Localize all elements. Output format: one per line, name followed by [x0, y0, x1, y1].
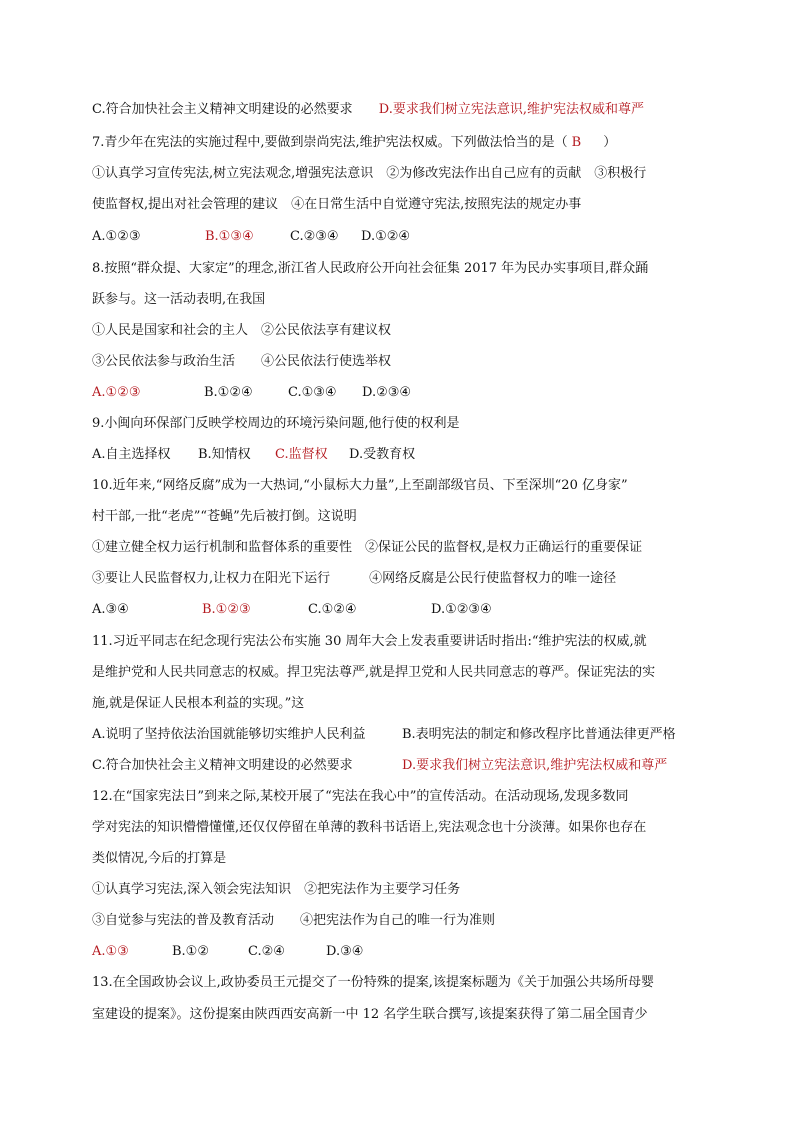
q12-stem-2: 学对宪法的知识懵懵懂懂,还仅仅停留在单薄的教科书话语上,宪法观念也十分淡薄。如果你也存在	[92, 820, 647, 835]
q11-stem-1: 11.习近平同志在纪念现行宪法公布实施 30 周年大会上发表重要讲话时指出:“维护宪法的权威,就	[92, 634, 647, 649]
q7-statement-1: ①认真学习宣传宪法,树立宪法观念,增强宪法意识 ②为修改宪法作出自己应有的贡献 ③积极行	[92, 166, 647, 181]
q8-stem-2: 跃参与。这一活动表明,在我国	[92, 292, 266, 307]
q12-stem-3: 类似情况,今后的打算是	[92, 851, 227, 866]
option-c-answer: C.监督权	[275, 447, 328, 462]
q8-statement-2: ③公民依法参与政治生活 ④公民依法行使选举权	[92, 354, 392, 369]
option-d-answer: D.要求我们树立宪法意识,维护宪法权威和尊严	[378, 102, 644, 117]
option-d: D.①②③④	[431, 602, 492, 617]
option-b: B.①②	[172, 944, 209, 959]
prev-options-cd	[92, 100, 712, 120]
q11-stem-3: 施,就是保证人民根本利益的实现。”这	[92, 696, 305, 711]
q11-options-cd	[92, 756, 712, 776]
q11-stem-2: 是维护党和人民共同意志的权威。捍卫宪法尊严,就是捍卫党和人民共同意志的尊严。保证宪法的实	[92, 665, 656, 680]
q7-options	[92, 227, 712, 247]
option-c: C.符合加快社会主义精神文明建设的必然要求	[92, 102, 353, 117]
option-b-answer: B.①②③	[202, 602, 251, 617]
q7-statement-2: 使监督权,提出对社会管理的建议 ④在日常生活中自觉遵守宪法,按照宪法的规定办事	[92, 197, 582, 212]
q7-stem: 7.青少年在宪法的实施过程中,要做到崇尚宪法,维护宪法权威。下列做法恰当的是（ B ）	[92, 135, 617, 150]
option-a-answer: A.①③	[92, 944, 129, 959]
q13-stem-1: 13.在全国政协会议上,政协委员王元提交了一份特殊的提案,该提案标题为《关于加强公共场所母婴	[92, 975, 654, 990]
q10-stem-2: 村干部,一批“老虎”“苍蝇”先后被打倒。这说明	[92, 509, 357, 524]
q10-stem-1: 10.近年来,“网络反腐”成为一大热词,“小鼠标大力量”,上至副部级官员、下至深圳“20 亿身家”	[92, 478, 628, 493]
option-b: B.表明宪法的制定和修改程序比普通法律更严格	[402, 727, 676, 742]
option-c: C.②④	[248, 944, 285, 959]
option-d: D.③④	[326, 944, 364, 959]
option-a: A.说明了坚持依法治国就能够切实维护人民利益	[92, 727, 366, 742]
q12-statement-1: ①认真学习宪法,深入领会宪法知识 ②把宪法作为主要学习任务	[92, 882, 461, 897]
option-c: C.①③④	[288, 385, 337, 400]
option-c: C.①②④	[308, 602, 357, 617]
option-c: C.②③④	[290, 229, 339, 244]
option-c: C.符合加快社会主义精神文明建设的必然要求	[92, 758, 353, 773]
option-a-answer: A.①②③	[92, 385, 141, 400]
q7-answer: B	[571, 135, 582, 150]
option-a: A.③④	[92, 602, 129, 617]
q8-stem-1: 8.按照“群众提、大家定”的理念,浙江省人民政府公开向社会征集 2017 年为民办实事项目,群众踊	[92, 261, 649, 276]
option-d: D.受教育权	[349, 447, 416, 462]
q12-statement-2: ③自觉参与宪法的普及教育活动 ④把宪法作为自己的唯一行为准则	[92, 913, 496, 928]
option-a: A.自主选择权	[92, 447, 171, 462]
q9-stem: 9.小闽向环保部门反映学校周边的环境污染问题,他行使的权利是	[92, 416, 460, 431]
option-b-answer: B.①③④	[205, 229, 254, 244]
q8-statement-1: ①人民是国家和社会的主人 ②公民依法享有建议权	[92, 323, 392, 338]
q10-statement-2: ③要让人民监督权力,让权力在阳光下运行 ④网络反腐是公民行使监督权力的唯一途径	[92, 571, 617, 586]
option-b: B.知情权	[198, 447, 251, 462]
q12-stem-1: 12.在“国家宪法日”到来之际,某校开展了“宪法在我心中”的宣传活动。在活动现场,发现多数同	[92, 789, 629, 804]
option-a: A.①②③	[92, 229, 141, 244]
q12-options	[92, 942, 712, 962]
q10-options	[92, 600, 712, 620]
option-d: D.②③④	[362, 385, 412, 400]
q11-options-ab	[92, 725, 712, 745]
q10-statement-1: ①建立健全权力运行机制和监督体系的重要性 ②保证公民的监督权,是权力正确运行的重要保证	[92, 540, 643, 555]
option-b: B.①②④	[204, 385, 253, 400]
q9-options	[92, 445, 712, 465]
option-d: D.①②④	[361, 229, 411, 244]
q13-stem-2: 室建设的提案》。这份提案由陕西西安高新一中 12 名学生联合撰写,该提案获得了第二届全国青少	[92, 1007, 648, 1022]
q8-options	[92, 383, 712, 403]
option-d-answer: D.要求我们树立宪法意识,维护宪法权威和尊严	[402, 758, 668, 773]
